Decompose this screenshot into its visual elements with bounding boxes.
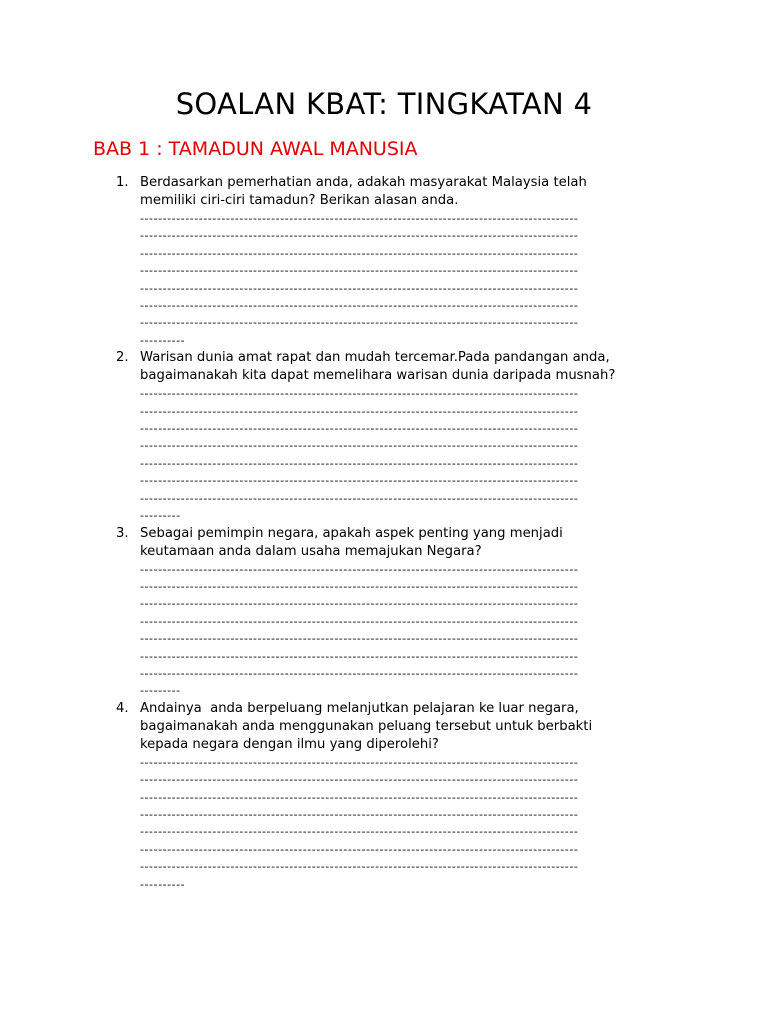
page-title: SOALAN KBAT: TINGKATAN 4 [175, 87, 593, 121]
answer-lines: ------------------------------------------------------------------------------------------------- ------------------------------------------------------------------------------------------------- ------------------------------------------------------------------------------------------------- ------------------------------------------------------------------------------------------------- ------------------------------------------------------------------------------------------------- ------------------------------------------------------------------------------------------------- ------------------------------------------------------------------------------------------------- ---------- [140, 755, 579, 891]
question-text: Sebagai pemimpin negara, apakah aspek penting yang menjadi keutamaan anda dalam usaha memajukan Negara? [140, 525, 563, 559]
answer-lines: ------------------------------------------------------------------------------------------------- ------------------------------------------------------------------------------------------------- ------------------------------------------------------------------------------------------------- ------------------------------------------------------------------------------------------------- ------------------------------------------------------------------------------------------------- ------------------------------------------------------------------------------------------------- ------------------------------------------------------------------------------------------------- --------- [140, 562, 579, 698]
question-number: 2. [116, 350, 129, 366]
answer-lines: ------------------------------------------------------------------------------------------------- ------------------------------------------------------------------------------------------------- ------------------------------------------------------------------------------------------------- ------------------------------------------------------------------------------------------------- ------------------------------------------------------------------------------------------------- ------------------------------------------------------------------------------------------------- ------------------------------------------------------------------------------------------------- ---------- [140, 212, 579, 347]
answer-lines: ------------------------------------------------------------------------------------------------- ------------------------------------------------------------------------------------------------- ------------------------------------------------------------------------------------------------- ------------------------------------------------------------------------------------------------- ------------------------------------------------------------------------------------------------- ------------------------------------------------------------------------------------------------- ------------------------------------------------------------------------------------------------- --------- [140, 387, 579, 523]
question-number: 4. [116, 700, 129, 716]
question-list [0, 174, 768, 893]
question-number: 3. [116, 525, 129, 541]
question-text: Warisan dunia amat rapat dan mudah tercemar.Pada pandangan anda, bagaimanakah kita dapat memelihara warisan dunia daripada musnah? [140, 350, 616, 384]
question-item [0, 349, 680, 524]
question-text: Berdasarkan pemerhatian anda, adakah masyarakat Malaysia telah memiliki ciri-ciri tamadun? Berikan alasan anda. [140, 175, 587, 208]
question-number: 1. [116, 175, 129, 190]
question-item [0, 525, 680, 700]
question-item [0, 174, 680, 349]
chapter-heading: BAB 1 : TAMADUN AWAL MANUSIA [93, 138, 418, 160]
question-item [0, 700, 680, 893]
question-text: Andainya anda berpeluang melanjutkan pelajaran ke luar negara, bagaimanakah anda menggunakan peluang tersebut untuk berbakti kepada negara dengan ilmu yang diperolehi? [140, 700, 593, 752]
